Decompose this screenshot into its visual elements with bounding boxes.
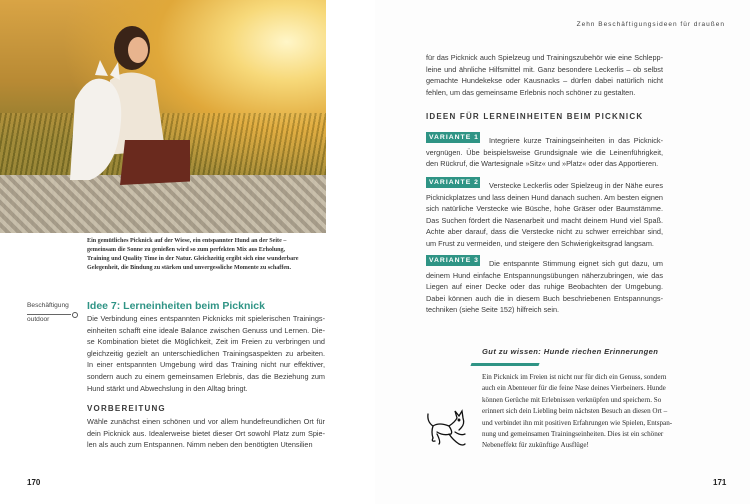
text-line: se Kombination bietet die Möglichkeit, Zeit im Freien zu verbringen und [87, 337, 325, 347]
text-line: Hund stärkt und Abwechslung in den Alltag bringt. [87, 383, 248, 393]
page-number-left: 170 [27, 478, 41, 487]
text-line: Ein gemütliches Picknick auf der Wiese, ein entspannter Hund an der Seite – [87, 238, 287, 244]
text-line: In einer entspannten Umgebung wird das Training nicht nur effektiver, [87, 360, 325, 370]
text-line: können Gerüche mit Erlebnissen verknüpfen und speichern. So [482, 395, 662, 404]
text-line: Liegen auf einer Decke oder das ruhige Beobachten der Umgebung. [426, 282, 663, 292]
side-label-rule [27, 314, 71, 315]
side-label-category: Beschäftigung [27, 302, 69, 309]
text-line: erinnert sich dein Liebling beim nächsten Besuch an diesen Ort – [482, 407, 668, 416]
page-number-right: 171 [713, 478, 727, 487]
text-line: um Frust zu vermeiden, und steigere den Schwierigkeitsgrad langsam. [426, 239, 654, 248]
variant-badge: VARIANTE 1 [426, 132, 480, 143]
text-line: fehlen, um das gemeinsame Erlebnis noch schöner zu gestalten. [426, 87, 636, 97]
text-line: auch ein Abenteuer für die feine Nase deines Vierbeiners. Hunde [482, 384, 666, 393]
text-line: einheiten schafft eine ideale Balance zwischen Genuss und Lernen. Die- [87, 325, 325, 335]
text-line: Gelegenheit, die Bindung zu stärken und unvergessliche Momente zu schaffen. [87, 265, 291, 271]
text-line: techniken (siehe Seite 152) hilfreich sein. [426, 305, 560, 315]
text-line: Achte aber darauf, dass die Verstecke nicht zu schwer erreichbar sind, [426, 227, 663, 237]
text-line: Picknickplatzes und lass deinen Hund danach suchen. Am besten eignen [426, 192, 663, 202]
text-line: gemeinsam die Sonne zu genießen wird so zum perfekten Mix aus Erholung, [87, 247, 286, 253]
text-line: gemachte Hundekekse oder Kausnacks – dürfen dabei natürlich nicht [426, 76, 663, 86]
text-line: Training und Quality Time in der Natur. Gleichzeitig ergibt sich eine wunderbare [87, 256, 299, 262]
text-line: gleichzeitig gezielt an unterschiedlichen Trainingsaspekten zu arbeiten. [87, 348, 325, 358]
text-line: Die Verbindung eines entspannten Picknicks mit spielerischen Trainings- [87, 314, 325, 323]
right-page [375, 0, 750, 504]
running-head: Zehn Beschäftigungsideen für draußen [576, 21, 725, 28]
text-line: Dabei können auch die in diesem Buch beschriebenen Entspannungs- [426, 293, 663, 303]
side-label-subcategory: outdoor [27, 316, 50, 323]
side-label-dot [72, 312, 78, 318]
text-line: Das Suchen fördert die Nasenarbeit und macht deinem Hund viel Spaß. [426, 215, 663, 225]
tip-box-accent-bar [470, 363, 539, 366]
text-line: nung und gemeinsamen Trainingseinheiten. Dies ist ein schöner [482, 430, 664, 438]
variant-badge: VARIANTE 3 [426, 255, 480, 266]
variant-badge: VARIANTE 2 [426, 177, 480, 188]
prep-heading: VORBEREITUNG [87, 404, 166, 413]
idea-title: Idee 7: Lerneinheiten beim Picknick [87, 300, 265, 312]
text-line: Die entspannte Stimmung eignet sich gut dazu, um [489, 259, 663, 268]
text-line: und verbindet ihn mit positiven Erfahrungen wie Spielen, Entspan- [482, 418, 673, 427]
text-line: Ein Picknick im Freien ist nicht nur für dich ein Genuss, sondern [482, 373, 667, 381]
ideas-heading: IDEEN FÜR LERNEINHEITEN BEIM PICKNICK [426, 112, 644, 121]
text-line: Integriere kurze Trainingseinheiten in das Picknick- [489, 136, 663, 145]
text-line: sondern auch zu einem gemeinsamen Erlebnis, das die Beziehung zum [87, 372, 325, 381]
woman-with-dog [70, 20, 190, 190]
text-line: den Rückruf, die Wartesignale »Sitz« und »Platz« oder das Apportieren. [426, 159, 659, 169]
text-line: leine und ähnliche Hilfsmittel mit. Ganz besondere Leckerlis – ob selbst [426, 64, 663, 74]
text-line: Verstecke Leckerlis oder Spielzeug in der Nähe eures [489, 181, 663, 190]
text-line: deinem Hund einfache Entspannungsübungen näherzubringen, wie das [426, 270, 663, 280]
running-dog-icon [425, 408, 469, 450]
text-line: Wähle zunächst einen schönen und vor allem hundefreundlichen Ort für [87, 417, 325, 426]
tip-box-title: Gut zu wissen: Hunde riechen Erinnerungen [482, 347, 659, 356]
picnic-photo [0, 0, 326, 233]
text-line: len als auch zum Entspannen. Nimm neben den benötigten Utensilien [87, 440, 313, 450]
text-line: sich natürliche Verstecke wie Büsche, hohe Gräser oder Baumstämme. [426, 204, 663, 214]
text-line: vergnügen. Übe beispielsweise Grundsignale wie die Leinenführigkeit, [426, 147, 663, 157]
text-line: für das Picknick auch Spielzeug und Trainingszubehör wie eine Schlepp- [426, 53, 663, 62]
text-line: dein Picknick aus. Idealerweise bietet dieser Ort sowohl Platz zum Spie- [87, 428, 325, 438]
text-line: Nebeneffekt für zukünftige Ausflüge! [482, 441, 589, 450]
